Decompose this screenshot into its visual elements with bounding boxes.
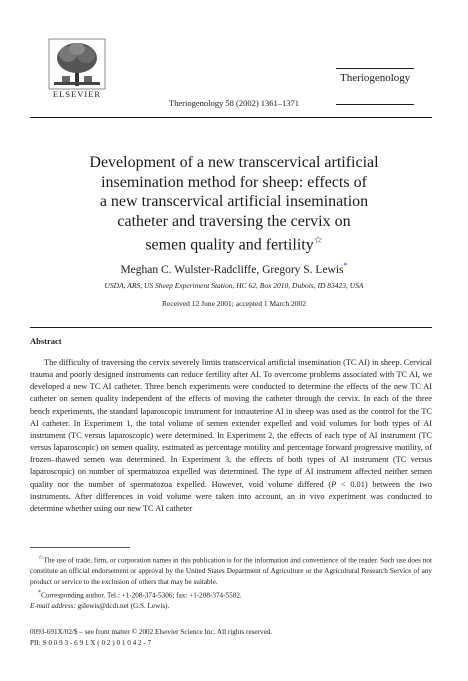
authors: Meghan C. Wulster-Radcliffe, Gregory S. Lewis — [120, 263, 344, 276]
email-link[interactable]: gslewis@dcdi.net (G.S. Lewis). — [75, 601, 170, 610]
p-symbol: P — [331, 479, 337, 489]
journal-rule-bottom — [336, 104, 414, 105]
corresponding-author-link[interactable]: * — [343, 261, 348, 270]
footnote-disclaimer-text: The use of trade, firm, or corporation names in this publication is for the information and convenience of the reader. Such use does not constitute an official endorsement or approval by the United States Department of Agriculture or the Agricultural Research Service of any product or service to the exclusion of others that may be suitable. — [30, 556, 433, 586]
title-line: semen quality and fertility — [145, 236, 314, 254]
abstract-divider-top — [30, 327, 432, 328]
abstract-text: The difficulty of traversing the cervix severely limits transcervical artificial insemination (TC AI) in sheep. Cervical trauma and poorly designed instruments can reduce fertility after AI. To overcome problems associated with TC AI, we developed a new TC AI catheter. Three bench experiments were conducted to determine the effects of the new TC AI catheter on semen quality independent of the effects of moving the catheter through the cervix. In each of the three bench experiments, the standard laparoscopic instrument for intrauterine AI in sheep was used as the control for the TC AI catheter. In Experiment 1, the total volume of semen extender expelled and void volumes for both types of AI instrument (TC versus laparoscopic) were determined. In Experiment 2, the effects of each type of AI instrument (TC versus laparoscopic) on semen quality, estimated as percentage motility and percentage forward progressive motility, of frozen–thawed semen was determined. In Experiment 3, the effects of both types of AI instrument (TC versus laparoscopic) on number of spermatozoa expelled was determined. The type of AI instrument affected neither semen quality nor the number of spermatozoa expelled. However, void volume differed ( — [30, 358, 432, 489]
publisher-logo — [48, 38, 106, 98]
received-dates: Received 12 June 2001; accepted 1 March 2002 — [162, 299, 306, 308]
footnotes — [30, 553, 432, 612]
pii-line: PII: S 0 0 9 3 - 6 9 1 X ( 0 2 ) 0 1 0 4 2 - 7 — [30, 639, 152, 647]
title-line: a new transcervical artificial insemination — [99, 193, 369, 210]
abstract-heading: Abstract — [30, 336, 62, 346]
article-title — [40, 153, 428, 255]
email-label: E-mail address: — [30, 601, 76, 610]
footnote-corresponding-text: Corresponding author. Tel.: +1-208-374-5306; fax: +1-208-374-5582. — [41, 591, 242, 600]
title-line: Development of a new transcervical artificial — [89, 154, 379, 171]
footnote-asterisk: * — [38, 589, 41, 596]
journal-rule-top — [336, 68, 414, 69]
affiliation: USDA, ARS, US Sheep Experiment Station, HC 62, Box 2010, Dubois, ID 83423, USA — [104, 281, 364, 290]
footnote-divider — [30, 547, 130, 548]
abstract-text-continued: < 0.01) between the two instruments. After differences in void volume were taken into account, an in vivo experiment was conducted to determine whether using our new TC AI catheter — [30, 479, 432, 513]
footnote-star: ☆ — [38, 555, 44, 561]
header-divider — [30, 117, 432, 118]
footnote-email — [30, 601, 432, 612]
title-line: insemination method for sheep: effects of — [101, 173, 367, 191]
abstract-body — [30, 357, 432, 515]
title-line: catheter and traversing the cervix on — [117, 212, 351, 230]
publisher-name: ELSEVIER — [52, 89, 102, 99]
elsevier-tree-icon — [48, 38, 106, 90]
footnote-disclaimer — [30, 553, 432, 588]
journal-reference: Theriogenology 58 (2002) 1361–1371 — [168, 98, 300, 108]
copyright-line: 0093-691X/02/$ – see front matter © 2002 Elsevier Science Inc. All rights reserved. — [30, 628, 273, 636]
author-line — [0, 261, 468, 276]
title-line-last — [40, 231, 428, 255]
footnote-corresponding — [30, 588, 432, 601]
journal-name: Theriogenology — [340, 72, 411, 84]
copyright-block — [30, 627, 272, 649]
title-footnote-star: ☆ — [313, 235, 323, 246]
